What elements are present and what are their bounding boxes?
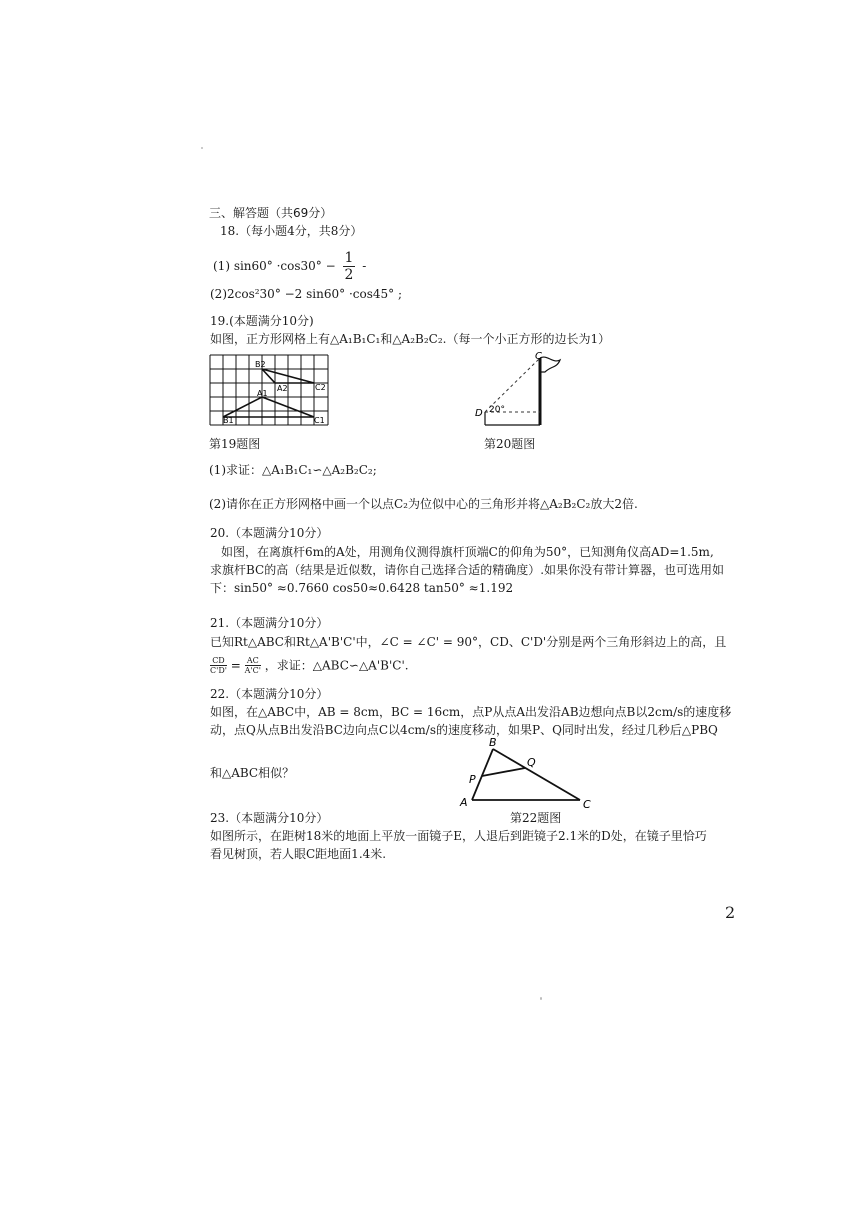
figure-19-grid [209,354,329,426]
q18-header: 18.（每小题4分，共8分） [220,224,363,238]
q21-fraction-right [245,656,261,675]
figure-19-caption: 第19题图 [209,437,261,451]
page-number: 2 [725,903,736,922]
q20-line2: 求旗杆BC的高（结果是近似数，请你自己选择合适的精确度）.如果你没有带计算器，也可选用如 [210,563,725,577]
q22-line2: 动，点Q从点B出发沿BC边向点C以4cm/s的速度移动，如果P、Q同时出发，经过几秒后△PBQ [210,723,718,737]
q21-header: 21.（本题满分10分） [210,616,329,630]
label-b: B [489,736,497,749]
label-c1: C1 [314,416,325,425]
q21-line2-tail: ，求证：△ABC∽△A'B'C'. [264,658,409,673]
label-c2: C2 [315,383,326,392]
q18-part1-fraction [343,250,356,283]
label-angle: 20° [489,405,505,415]
q21-fraction-left-den: C'D' [210,666,227,675]
figure-22-triangle [455,735,605,810]
triangle-a1b1c1 [223,397,314,417]
label-c: C [535,351,542,362]
q20-line3: 下：sin50° ≈0.7660 cos50≈0.6428 tan50° ≈1.192 [210,581,514,595]
q21-fraction-right-den: A'C' [244,666,261,675]
label-p: P [469,773,476,786]
q18-part1 [213,250,366,283]
side-bc [493,749,580,800]
label-b2: B2 [255,360,266,369]
figure-20-flagpole [465,350,575,430]
q23-line2: 看见树顶，若人眼C距地面1.4米. [210,847,387,861]
label-a2: A2 [277,384,288,393]
label-d: D [475,408,483,419]
scan-speck [540,997,542,1000]
label-a1: A1 [257,389,268,398]
q21-line2: $\frac{CD}{C'D'}$ = $\frac{AC}{A'C'}$ ，求证：△ABC∽△A'B'C'. [210,656,409,675]
q22-line3: 和△ABC相似？ [210,766,295,780]
q19-header: 19.(本题满分10分) [210,314,314,328]
scan-speck [201,147,203,149]
q21-fraction-left [210,656,227,675]
label-a: A [460,796,468,809]
q20-line1: 如图，在离旗杆6m的A处，用测角仪测得旗杆顶端C的仰角为50°，已知测角仪高AD=1.5m, [221,545,714,559]
section-title: 三、解答题（共69分） [209,206,333,220]
figure-20-caption: 第20题图 [484,437,536,451]
flag [540,357,560,372]
q18-part2: (2)2cos²30° −2 sin60° ·cos45° ; [210,287,402,301]
label-c: C [583,798,591,810]
q23-line1: 如图所示，在距树18米的地面上平放一面镜子E，人退后到距镜子2.1米的D处，在镜子里恰巧 [210,829,707,843]
q20-header: 20.（本题满分10分） [210,526,329,540]
q18-fraction-numerator: 1 [344,250,354,266]
segment-pq [482,768,525,776]
q22-line1: 如图，在△ABC中，AB = 8cm，BC = 16cm，点P从点A出发沿AB边想向点B以2cm/s的速度移 [210,705,732,719]
label-b1: B1 [223,416,234,425]
q19-sub2: (2)请你在正方形网格中画一个以点C₂为位似中心的三角形并将△A₂B₂C₂放大2倍. [209,497,638,511]
q18-part1-expr: (1) sin60° ·cos30° − [213,259,336,273]
q21-fraction-left-num: CD [210,656,227,666]
label-q: Q [527,756,536,769]
q21-line1: 已知Rt△ABC和Rt△A'B'C'中，∠C = ∠C' = 90°，CD、C'D'分别是两个三角形斜边上的高，且 [210,635,727,649]
q19-intro: 如图，正方形网格上有△A₁B₁C₁和△A₂B₂C₂.（每一个小正方形的边长为1） [210,332,611,346]
q18-part1-tail: - [362,259,367,273]
q22-header: 22.（本题满分10分） [210,687,329,701]
q21-fraction-right-num: AC [245,656,261,666]
q19-sub1: (1)求证：△A₁B₁C₁∽△A₂B₂C₂; [209,463,377,477]
q23-header: 23.（本题满分10分） [210,811,329,825]
sight-line [485,358,540,412]
figure-22-caption: 第22题图 [510,811,562,825]
q18-fraction-denominator: 2 [344,267,354,283]
